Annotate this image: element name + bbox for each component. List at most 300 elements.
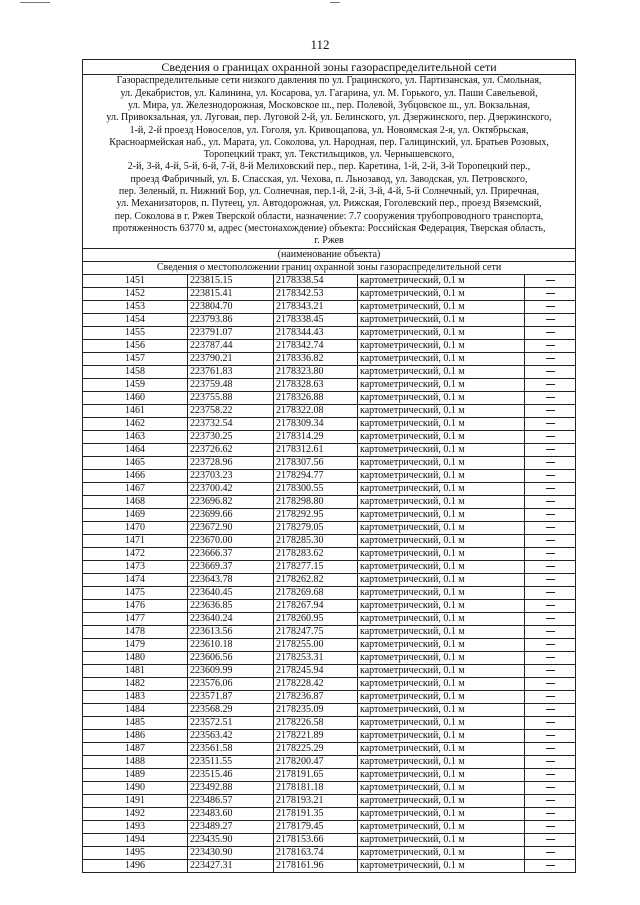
dash-cell	[525, 794, 576, 807]
y-coordinate: 2178153.66	[274, 833, 358, 846]
method-accuracy: картометрический, 0.1 м	[358, 352, 525, 365]
x-coordinate: 223670.00	[188, 534, 274, 547]
method-accuracy: картометрический, 0.1 м	[358, 742, 525, 755]
boundary-table	[82, 59, 576, 873]
dash-cell	[525, 313, 576, 326]
y-coordinate: 2178285.30	[274, 534, 358, 547]
y-coordinate: 2178221.89	[274, 729, 358, 742]
table-row	[83, 690, 576, 703]
dash-mark	[546, 631, 555, 632]
table-row	[83, 833, 576, 846]
dash-cell	[525, 274, 576, 287]
table-row	[83, 430, 576, 443]
method-accuracy: картометрический, 0.1 м	[358, 781, 525, 794]
point-number: 1478	[83, 625, 188, 638]
x-coordinate: 223793.86	[188, 313, 274, 326]
method-accuracy: картометрический, 0.1 м	[358, 339, 525, 352]
y-coordinate: 2178298.80	[274, 495, 358, 508]
dash-cell	[525, 820, 576, 833]
table-row	[83, 729, 576, 742]
dash-cell	[525, 495, 576, 508]
point-number: 1454	[83, 313, 188, 326]
point-number: 1457	[83, 352, 188, 365]
table-row	[83, 703, 576, 716]
y-coordinate: 2178294.77	[274, 469, 358, 482]
table-row	[83, 534, 576, 547]
dash-cell	[525, 560, 576, 573]
x-coordinate: 223427.31	[188, 859, 274, 872]
table-row	[83, 599, 576, 612]
point-number: 1476	[83, 599, 188, 612]
dash-cell	[525, 534, 576, 547]
dash-mark	[546, 592, 555, 593]
y-coordinate: 2178260.95	[274, 612, 358, 625]
point-number: 1471	[83, 534, 188, 547]
description-line: пер. Зеленый, п. Нижний Бор, ул. Солнечная, пер.1-й, 2-й, 3-й, 4-й, 5-й Солнечный, ул. Приречная,	[118, 186, 540, 198]
x-coordinate: 223815.15	[188, 274, 274, 287]
dash-cell	[525, 716, 576, 729]
x-coordinate: 223804.70	[188, 300, 274, 313]
method-accuracy: картометрический, 0.1 м	[358, 456, 525, 469]
y-coordinate: 2178245.94	[274, 664, 358, 677]
dash-cell	[525, 651, 576, 664]
dash-cell	[525, 404, 576, 417]
table-row	[83, 352, 576, 365]
point-number: 1452	[83, 287, 188, 300]
dash-cell	[525, 833, 576, 846]
x-coordinate: 223669.37	[188, 560, 274, 573]
dash-mark	[546, 826, 555, 827]
x-coordinate: 223666.37	[188, 547, 274, 560]
dash-cell	[525, 729, 576, 742]
table-row	[83, 612, 576, 625]
description-line: Торопецкий тракт, ул. Текстильщиков, ул. Чернышевского,	[203, 149, 455, 161]
point-number: 1451	[83, 274, 188, 287]
method-accuracy: картометрический, 0.1 м	[358, 274, 525, 287]
description-line: протяженность 63770 м, адрес (местонахождение) объекта: Российская Федерация, Тверская область,	[112, 222, 546, 234]
x-coordinate: 223730.25	[188, 430, 274, 443]
dash-mark	[546, 488, 555, 489]
method-accuracy: картометрический, 0.1 м	[358, 287, 525, 300]
table-row	[83, 495, 576, 508]
dash-mark	[546, 605, 555, 606]
description-line: ул. Декабристов, ул. Калинина, ул. Косарова, ул. Гагарина, ул. М. Горького, ул. Паши Савельевой,	[120, 87, 538, 99]
dash-cell	[525, 846, 576, 859]
y-coordinate: 2178161.96	[274, 859, 358, 872]
method-accuracy: картометрический, 0.1 м	[358, 755, 525, 768]
dash-mark	[546, 865, 555, 866]
y-coordinate: 2178338.54	[274, 274, 358, 287]
dash-mark	[546, 436, 555, 437]
point-number: 1460	[83, 391, 188, 404]
method-accuracy: картометрический, 0.1 м	[358, 430, 525, 443]
method-accuracy: картометрический, 0.1 м	[358, 729, 525, 742]
point-number: 1461	[83, 404, 188, 417]
point-number: 1483	[83, 690, 188, 703]
y-coordinate: 2178314.29	[274, 430, 358, 443]
y-coordinate: 2178247.75	[274, 625, 358, 638]
x-coordinate: 223511.55	[188, 755, 274, 768]
table-row	[83, 508, 576, 521]
table-row	[83, 859, 576, 872]
dash-cell	[525, 612, 576, 625]
x-coordinate: 223435.90	[188, 833, 274, 846]
y-coordinate: 2178191.65	[274, 768, 358, 781]
dash-mark	[546, 514, 555, 515]
dash-mark	[546, 683, 555, 684]
dash-mark	[546, 670, 555, 671]
dash-mark	[546, 566, 555, 567]
dash-mark	[546, 397, 555, 398]
table-row	[83, 820, 576, 833]
point-number: 1494	[83, 833, 188, 846]
dash-cell	[525, 378, 576, 391]
x-coordinate: 223643.78	[188, 573, 274, 586]
point-number: 1453	[83, 300, 188, 313]
method-accuracy: картометрический, 0.1 м	[358, 846, 525, 859]
x-coordinate: 223489.27	[188, 820, 274, 833]
dash-cell	[525, 391, 576, 404]
x-coordinate: 223606.56	[188, 651, 274, 664]
table-row	[83, 417, 576, 430]
method-accuracy: картометрический, 0.1 м	[358, 833, 525, 846]
x-coordinate: 223732.54	[188, 417, 274, 430]
dash-mark	[546, 709, 555, 710]
dash-mark	[546, 644, 555, 645]
dash-cell	[525, 625, 576, 638]
table-row	[83, 586, 576, 599]
dash-cell	[525, 573, 576, 586]
y-coordinate: 2178235.09	[274, 703, 358, 716]
x-coordinate: 223696.82	[188, 495, 274, 508]
dash-mark	[546, 774, 555, 775]
dash-mark	[546, 618, 555, 619]
x-coordinate: 223430.90	[188, 846, 274, 859]
method-accuracy: картометрический, 0.1 м	[358, 534, 525, 547]
method-accuracy: картометрический, 0.1 м	[358, 391, 525, 404]
table-row	[83, 664, 576, 677]
table-row	[83, 521, 576, 534]
point-number: 1480	[83, 651, 188, 664]
method-accuracy: картометрический, 0.1 м	[358, 573, 525, 586]
dash-cell	[525, 456, 576, 469]
dash-cell	[525, 430, 576, 443]
dash-cell	[525, 469, 576, 482]
x-coordinate: 223640.24	[188, 612, 274, 625]
y-coordinate: 2178200.47	[274, 755, 358, 768]
y-coordinate: 2178269.68	[274, 586, 358, 599]
point-number: 1469	[83, 508, 188, 521]
x-coordinate: 223703.23	[188, 469, 274, 482]
x-coordinate: 223563.42	[188, 729, 274, 742]
table-row	[83, 300, 576, 313]
x-coordinate: 223568.29	[188, 703, 274, 716]
method-accuracy: картометрический, 0.1 м	[358, 404, 525, 417]
x-coordinate: 223636.85	[188, 599, 274, 612]
y-coordinate: 2178179.45	[274, 820, 358, 833]
table-row	[83, 326, 576, 339]
dash-cell	[525, 768, 576, 781]
dash-mark	[546, 410, 555, 411]
point-number: 1473	[83, 560, 188, 573]
table-row	[83, 638, 576, 651]
method-accuracy: картометрический, 0.1 м	[358, 547, 525, 560]
table-row	[83, 768, 576, 781]
point-number: 1455	[83, 326, 188, 339]
point-number: 1464	[83, 443, 188, 456]
dash-mark	[546, 306, 555, 307]
dash-cell	[525, 638, 576, 651]
y-coordinate: 2178326.88	[274, 391, 358, 404]
object-name-caption: (наименование объекта)	[83, 248, 576, 261]
table-row	[83, 625, 576, 638]
x-coordinate: 223576.06	[188, 677, 274, 690]
y-coordinate: 2178344.43	[274, 326, 358, 339]
dash-cell	[525, 365, 576, 378]
dash-cell	[525, 547, 576, 560]
point-number: 1456	[83, 339, 188, 352]
x-coordinate: 223791.07	[188, 326, 274, 339]
dash-cell	[525, 690, 576, 703]
y-coordinate: 2178163.74	[274, 846, 358, 859]
scan-artifact	[330, 2, 340, 3]
point-number: 1458	[83, 365, 188, 378]
y-coordinate: 2178338.45	[274, 313, 358, 326]
point-number: 1467	[83, 482, 188, 495]
dash-cell	[525, 781, 576, 794]
point-number: 1475	[83, 586, 188, 599]
x-coordinate: 223515.46	[188, 768, 274, 781]
dash-mark	[546, 800, 555, 801]
y-coordinate: 2178292.95	[274, 508, 358, 521]
y-coordinate: 2178342.74	[274, 339, 358, 352]
table-row	[83, 313, 576, 326]
dash-cell	[525, 807, 576, 820]
point-number: 1495	[83, 846, 188, 859]
point-number: 1474	[83, 573, 188, 586]
description-line: пер. Соколова в г. Ржев Тверской области, назначение: 7.7 сооружения трубопроводного транспорта,	[114, 210, 544, 222]
table-row	[83, 274, 576, 287]
y-coordinate: 2178342.53	[274, 287, 358, 300]
y-coordinate: 2178336.82	[274, 352, 358, 365]
location-caption: Сведения о местоположении границ охранной зоны газораспределительной сети	[83, 261, 576, 274]
y-coordinate: 2178309.34	[274, 417, 358, 430]
dash-cell	[525, 677, 576, 690]
dash-cell	[525, 742, 576, 755]
y-coordinate: 2178226.58	[274, 716, 358, 729]
description-line: Красноармейская наб., ул. Марата, ул. Соколова, ул. Народная, пер. Галицинский, ул. Братьев Розовых,	[109, 136, 549, 148]
x-coordinate: 223613.56	[188, 625, 274, 638]
x-coordinate: 223492.88	[188, 781, 274, 794]
method-accuracy: картометрический, 0.1 м	[358, 521, 525, 534]
y-coordinate: 2178236.87	[274, 690, 358, 703]
method-accuracy: картометрический, 0.1 м	[358, 638, 525, 651]
x-coordinate: 223758.22	[188, 404, 274, 417]
object-description	[83, 75, 576, 248]
y-coordinate: 2178322.08	[274, 404, 358, 417]
x-coordinate: 223815.41	[188, 287, 274, 300]
table-row	[83, 443, 576, 456]
dash-cell	[525, 300, 576, 313]
point-number: 1463	[83, 430, 188, 443]
point-number: 1470	[83, 521, 188, 534]
table-row	[83, 755, 576, 768]
point-number: 1488	[83, 755, 188, 768]
x-coordinate: 223699.66	[188, 508, 274, 521]
method-accuracy: картометрический, 0.1 м	[358, 495, 525, 508]
x-coordinate: 223672.90	[188, 521, 274, 534]
method-accuracy: картометрический, 0.1 м	[358, 664, 525, 677]
table-row	[83, 846, 576, 859]
description-line: ул. Привокзальная, ул. Луговая, пер. Луговой 2-й, ул. Белинского, ул. Дзержинского, пер. Дзержинского,	[106, 112, 552, 124]
x-coordinate: 223790.21	[188, 352, 274, 365]
dash-mark	[546, 358, 555, 359]
y-coordinate: 2178323.80	[274, 365, 358, 378]
dash-cell	[525, 287, 576, 300]
point-number: 1482	[83, 677, 188, 690]
dash-mark	[546, 579, 555, 580]
method-accuracy: картометрический, 0.1 м	[358, 690, 525, 703]
dash-cell	[525, 859, 576, 872]
point-number: 1493	[83, 820, 188, 833]
dash-cell	[525, 599, 576, 612]
table-row	[83, 456, 576, 469]
dash-cell	[525, 586, 576, 599]
method-accuracy: картометрический, 0.1 м	[358, 508, 525, 521]
description-line: проезд Фабричный, ул. Б. Спасская, ул. Чехова, п. Льнозавод, ул. Заводская, ул. Петровского,	[130, 173, 528, 185]
dash-cell	[525, 482, 576, 495]
dash-cell	[525, 521, 576, 534]
method-accuracy: картометрический, 0.1 м	[358, 599, 525, 612]
y-coordinate: 2178181.18	[274, 781, 358, 794]
point-number: 1489	[83, 768, 188, 781]
dash-cell	[525, 664, 576, 677]
dash-mark	[546, 371, 555, 372]
method-accuracy: картометрический, 0.1 м	[358, 378, 525, 391]
x-coordinate: 223726.62	[188, 443, 274, 456]
dash-mark	[546, 813, 555, 814]
method-accuracy: картометрический, 0.1 м	[358, 625, 525, 638]
dash-mark	[546, 722, 555, 723]
dash-mark	[546, 462, 555, 463]
method-accuracy: картометрический, 0.1 м	[358, 300, 525, 313]
method-accuracy: картометрический, 0.1 м	[358, 326, 525, 339]
x-coordinate: 223571.87	[188, 690, 274, 703]
x-coordinate: 223761.83	[188, 365, 274, 378]
x-coordinate: 223728.96	[188, 456, 274, 469]
y-coordinate: 2178191.35	[274, 807, 358, 820]
x-coordinate: 223572.51	[188, 716, 274, 729]
y-coordinate: 2178307.56	[274, 456, 358, 469]
method-accuracy: картометрический, 0.1 м	[358, 768, 525, 781]
dash-cell	[525, 417, 576, 430]
y-coordinate: 2178193.21	[274, 794, 358, 807]
y-coordinate: 2178255.00	[274, 638, 358, 651]
y-coordinate: 2178328.63	[274, 378, 358, 391]
method-accuracy: картометрический, 0.1 м	[358, 807, 525, 820]
method-accuracy: картометрический, 0.1 м	[358, 443, 525, 456]
y-coordinate: 2178225.29	[274, 742, 358, 755]
table-row	[83, 560, 576, 573]
x-coordinate: 223610.18	[188, 638, 274, 651]
description-line: 2-й, 3-й, 4-й, 5-й, 6-й, 7-й, 8-й Мелиховский пер., пер. Каретина, 1-й, 2-й, 3-й Торопецкий пер.,	[127, 161, 531, 173]
dash-mark	[546, 449, 555, 450]
point-number: 1487	[83, 742, 188, 755]
method-accuracy: картометрический, 0.1 м	[358, 365, 525, 378]
point-number: 1466	[83, 469, 188, 482]
y-coordinate: 2178279.05	[274, 521, 358, 534]
table-row	[83, 482, 576, 495]
method-accuracy: картометрический, 0.1 м	[358, 859, 525, 872]
table-row	[83, 404, 576, 417]
method-accuracy: картометрический, 0.1 м	[358, 794, 525, 807]
description-line: ул. Механизаторов, п. Путеец, ул. Автодорожная, ул. Рижская, Гоголевский пер., проезд Вяземский,	[116, 198, 542, 210]
y-coordinate: 2178343.21	[274, 300, 358, 313]
table-row	[83, 677, 576, 690]
table-row	[83, 651, 576, 664]
x-coordinate: 223486.57	[188, 794, 274, 807]
point-number: 1486	[83, 729, 188, 742]
method-accuracy: картометрический, 0.1 м	[358, 820, 525, 833]
point-number: 1472	[83, 547, 188, 560]
x-coordinate: 223609.99	[188, 664, 274, 677]
table-title: Сведения о границах охранной зоны газораспределительной сети	[83, 60, 576, 75]
table-row	[83, 469, 576, 482]
x-coordinate: 223787.44	[188, 339, 274, 352]
point-number: 1459	[83, 378, 188, 391]
method-accuracy: картометрический, 0.1 м	[358, 703, 525, 716]
method-accuracy: картометрический, 0.1 м	[358, 651, 525, 664]
dash-cell	[525, 352, 576, 365]
dash-mark	[546, 540, 555, 541]
dash-mark	[546, 735, 555, 736]
method-accuracy: картометрический, 0.1 м	[358, 469, 525, 482]
scan-artifact	[20, 2, 50, 3]
y-coordinate: 2178300.55	[274, 482, 358, 495]
description-line: ул. Мира, ул. Железнодорожная, Московское ш., пер. Полевой, Зубцовское ш., ул. Вокзальная,	[128, 99, 531, 111]
dash-cell	[525, 703, 576, 716]
point-number: 1492	[83, 807, 188, 820]
point-number: 1490	[83, 781, 188, 794]
point-number: 1484	[83, 703, 188, 716]
y-coordinate: 2178253.31	[274, 651, 358, 664]
y-coordinate: 2178228.42	[274, 677, 358, 690]
dash-mark	[546, 319, 555, 320]
dash-cell	[525, 326, 576, 339]
dash-mark	[546, 332, 555, 333]
dash-mark	[546, 384, 555, 385]
table-row	[83, 365, 576, 378]
dash-cell	[525, 339, 576, 352]
dash-cell	[525, 755, 576, 768]
x-coordinate: 223483.60	[188, 807, 274, 820]
page-number: 112	[310, 37, 330, 52]
method-accuracy: картометрический, 0.1 м	[358, 677, 525, 690]
method-accuracy: картометрический, 0.1 м	[358, 482, 525, 495]
table-row	[83, 547, 576, 560]
y-coordinate: 2178312.61	[274, 443, 358, 456]
dash-mark	[546, 657, 555, 658]
table-row	[83, 287, 576, 300]
table-row	[83, 794, 576, 807]
dash-mark	[546, 527, 555, 528]
table-row	[83, 781, 576, 794]
dash-mark	[546, 748, 555, 749]
point-number: 1465	[83, 456, 188, 469]
dash-mark	[546, 696, 555, 697]
y-coordinate: 2178277.15	[274, 560, 358, 573]
y-coordinate: 2178283.62	[274, 547, 358, 560]
